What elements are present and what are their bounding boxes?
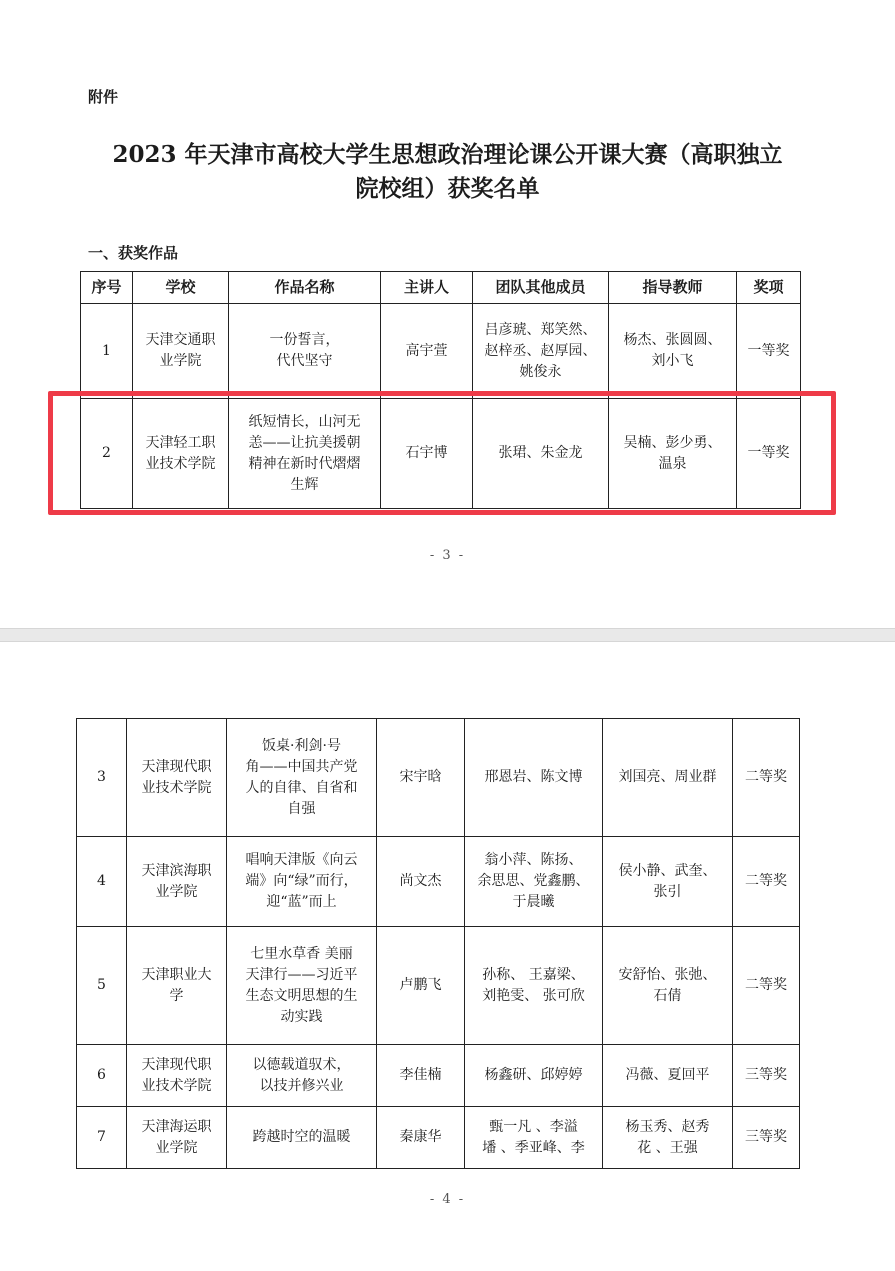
page-number: - 4 -: [429, 1192, 466, 1207]
header-team-members: 团队其他成员: [473, 272, 609, 304]
highlight-box: [48, 391, 836, 515]
attachment-label: 附件: [88, 88, 119, 106]
cell-award: 二等奖: [733, 927, 800, 1045]
header-advisors: 指导教师: [609, 272, 737, 304]
cell-work-title: 跨越时空的温暖: [227, 1107, 377, 1169]
page-number: - 3 -: [429, 548, 466, 563]
cell-team-members: 杨鑫研、邱婷婷: [465, 1045, 603, 1107]
table-row: [77, 1045, 800, 1107]
cell-advisors: 刘国亮、周业群: [603, 719, 733, 837]
cell-school: 天津现代职 业技术学院: [127, 719, 227, 837]
cell-team-members: 孙称、 王嘉梁、 刘艳雯、 张可欣: [465, 927, 603, 1045]
cell-speaker: 高宇萱: [381, 304, 473, 399]
table-row: [77, 1107, 800, 1169]
cell-index: 1: [81, 304, 133, 399]
header-school: 学校: [133, 272, 229, 304]
cell-advisors: 冯薇、夏回平: [603, 1045, 733, 1107]
awards-table-page4: [76, 718, 800, 1169]
cell-index: 5: [77, 927, 127, 1045]
cell-team-members: 吕彦琥、郑笑然、 赵梓丞、赵厚园、 姚俊永: [473, 304, 609, 399]
cell-speaker: 卢鹏飞: [377, 927, 465, 1045]
table-row: [77, 927, 800, 1045]
page-separator: [0, 628, 895, 642]
cell-speaker: 尚文杰: [377, 837, 465, 927]
cell-team-members: 翁小萍、陈扬、 余思思、党鑫鹏、 于晨曦: [465, 837, 603, 927]
table-row: [81, 304, 801, 399]
cell-team-members: 邢恩岩、陈文博: [465, 719, 603, 837]
title-line-1: 2023 年天津市高校大学生思想政治理论课公开课大赛（高职独立: [112, 141, 783, 168]
cell-award: 二等奖: [733, 837, 800, 927]
cell-work-title: 饭桌·利剑·号 角——中国共产党 人的自律、自省和 自强: [227, 719, 377, 837]
document-title: [60, 138, 835, 206]
cell-advisors: 吴楠、彭少勇、 温泉: [609, 399, 737, 509]
cell-index: 3: [77, 719, 127, 837]
cell-speaker: 李佳楠: [377, 1045, 465, 1107]
cell-award: 三等奖: [733, 1045, 800, 1107]
cell-speaker: 宋宇晗: [377, 719, 465, 837]
table-header-row: [81, 272, 801, 304]
cell-school: 天津交通职 业学院: [133, 304, 229, 399]
cell-school: 天津职业大 学: [127, 927, 227, 1045]
cell-work-title: 纸短情长，山河无 恙——让抗美援朝 精神在新时代熠熠 生辉: [229, 399, 381, 509]
cell-index: 6: [77, 1045, 127, 1107]
header-award: 奖项: [737, 272, 801, 304]
cell-advisors: 侯小静、武奎、 张引: [603, 837, 733, 927]
cell-award: 一等奖: [737, 304, 801, 399]
document-page-3: [0, 0, 895, 628]
cell-advisors: 杨玉秀、赵秀 花 、王强: [603, 1107, 733, 1169]
cell-speaker: 秦康华: [377, 1107, 465, 1169]
cell-award: 一等奖: [737, 399, 801, 509]
section-heading: 一、获奖作品: [88, 244, 179, 262]
cell-team-members: 张珺、朱金龙: [473, 399, 609, 509]
header-work-title: 作品名称: [229, 272, 381, 304]
cell-work-title: 唱响天津版《向云 端》向“绿”而行， 迎“蓝”而上: [227, 837, 377, 927]
cell-award: 三等奖: [733, 1107, 800, 1169]
cell-work-title: 以德载道驭术， 以技并修兴业: [227, 1045, 377, 1107]
cell-index: 2: [81, 399, 133, 509]
header-index: 序号: [81, 272, 133, 304]
cell-team-members: 甄一凡 、李溢 墦 、季亚峰、李: [465, 1107, 603, 1169]
cell-school: 天津海运职 业学院: [127, 1107, 227, 1169]
table-row: [77, 719, 800, 837]
header-speaker: 主讲人: [381, 272, 473, 304]
cell-school: 天津轻工职 业技术学院: [133, 399, 229, 509]
cell-index: 4: [77, 837, 127, 927]
cell-award: 二等奖: [733, 719, 800, 837]
cell-school: 天津现代职 业技术学院: [127, 1045, 227, 1107]
cell-work-title: 七里水草香 美丽 天津行——习近平 生态文明思想的生 动实践: [227, 927, 377, 1045]
cell-advisors: 杨杰、张圆圆、 刘小飞: [609, 304, 737, 399]
cell-advisors: 安舒怡、张弛、 石倩: [603, 927, 733, 1045]
title-line-2: 院校组）获奖名单: [355, 175, 540, 202]
table-row: [77, 837, 800, 927]
cell-index: 7: [77, 1107, 127, 1169]
cell-school: 天津滨海职 业学院: [127, 837, 227, 927]
cell-work-title: 一份誓言， 代代坚守: [229, 304, 381, 399]
cell-speaker: 石宇博: [381, 399, 473, 509]
